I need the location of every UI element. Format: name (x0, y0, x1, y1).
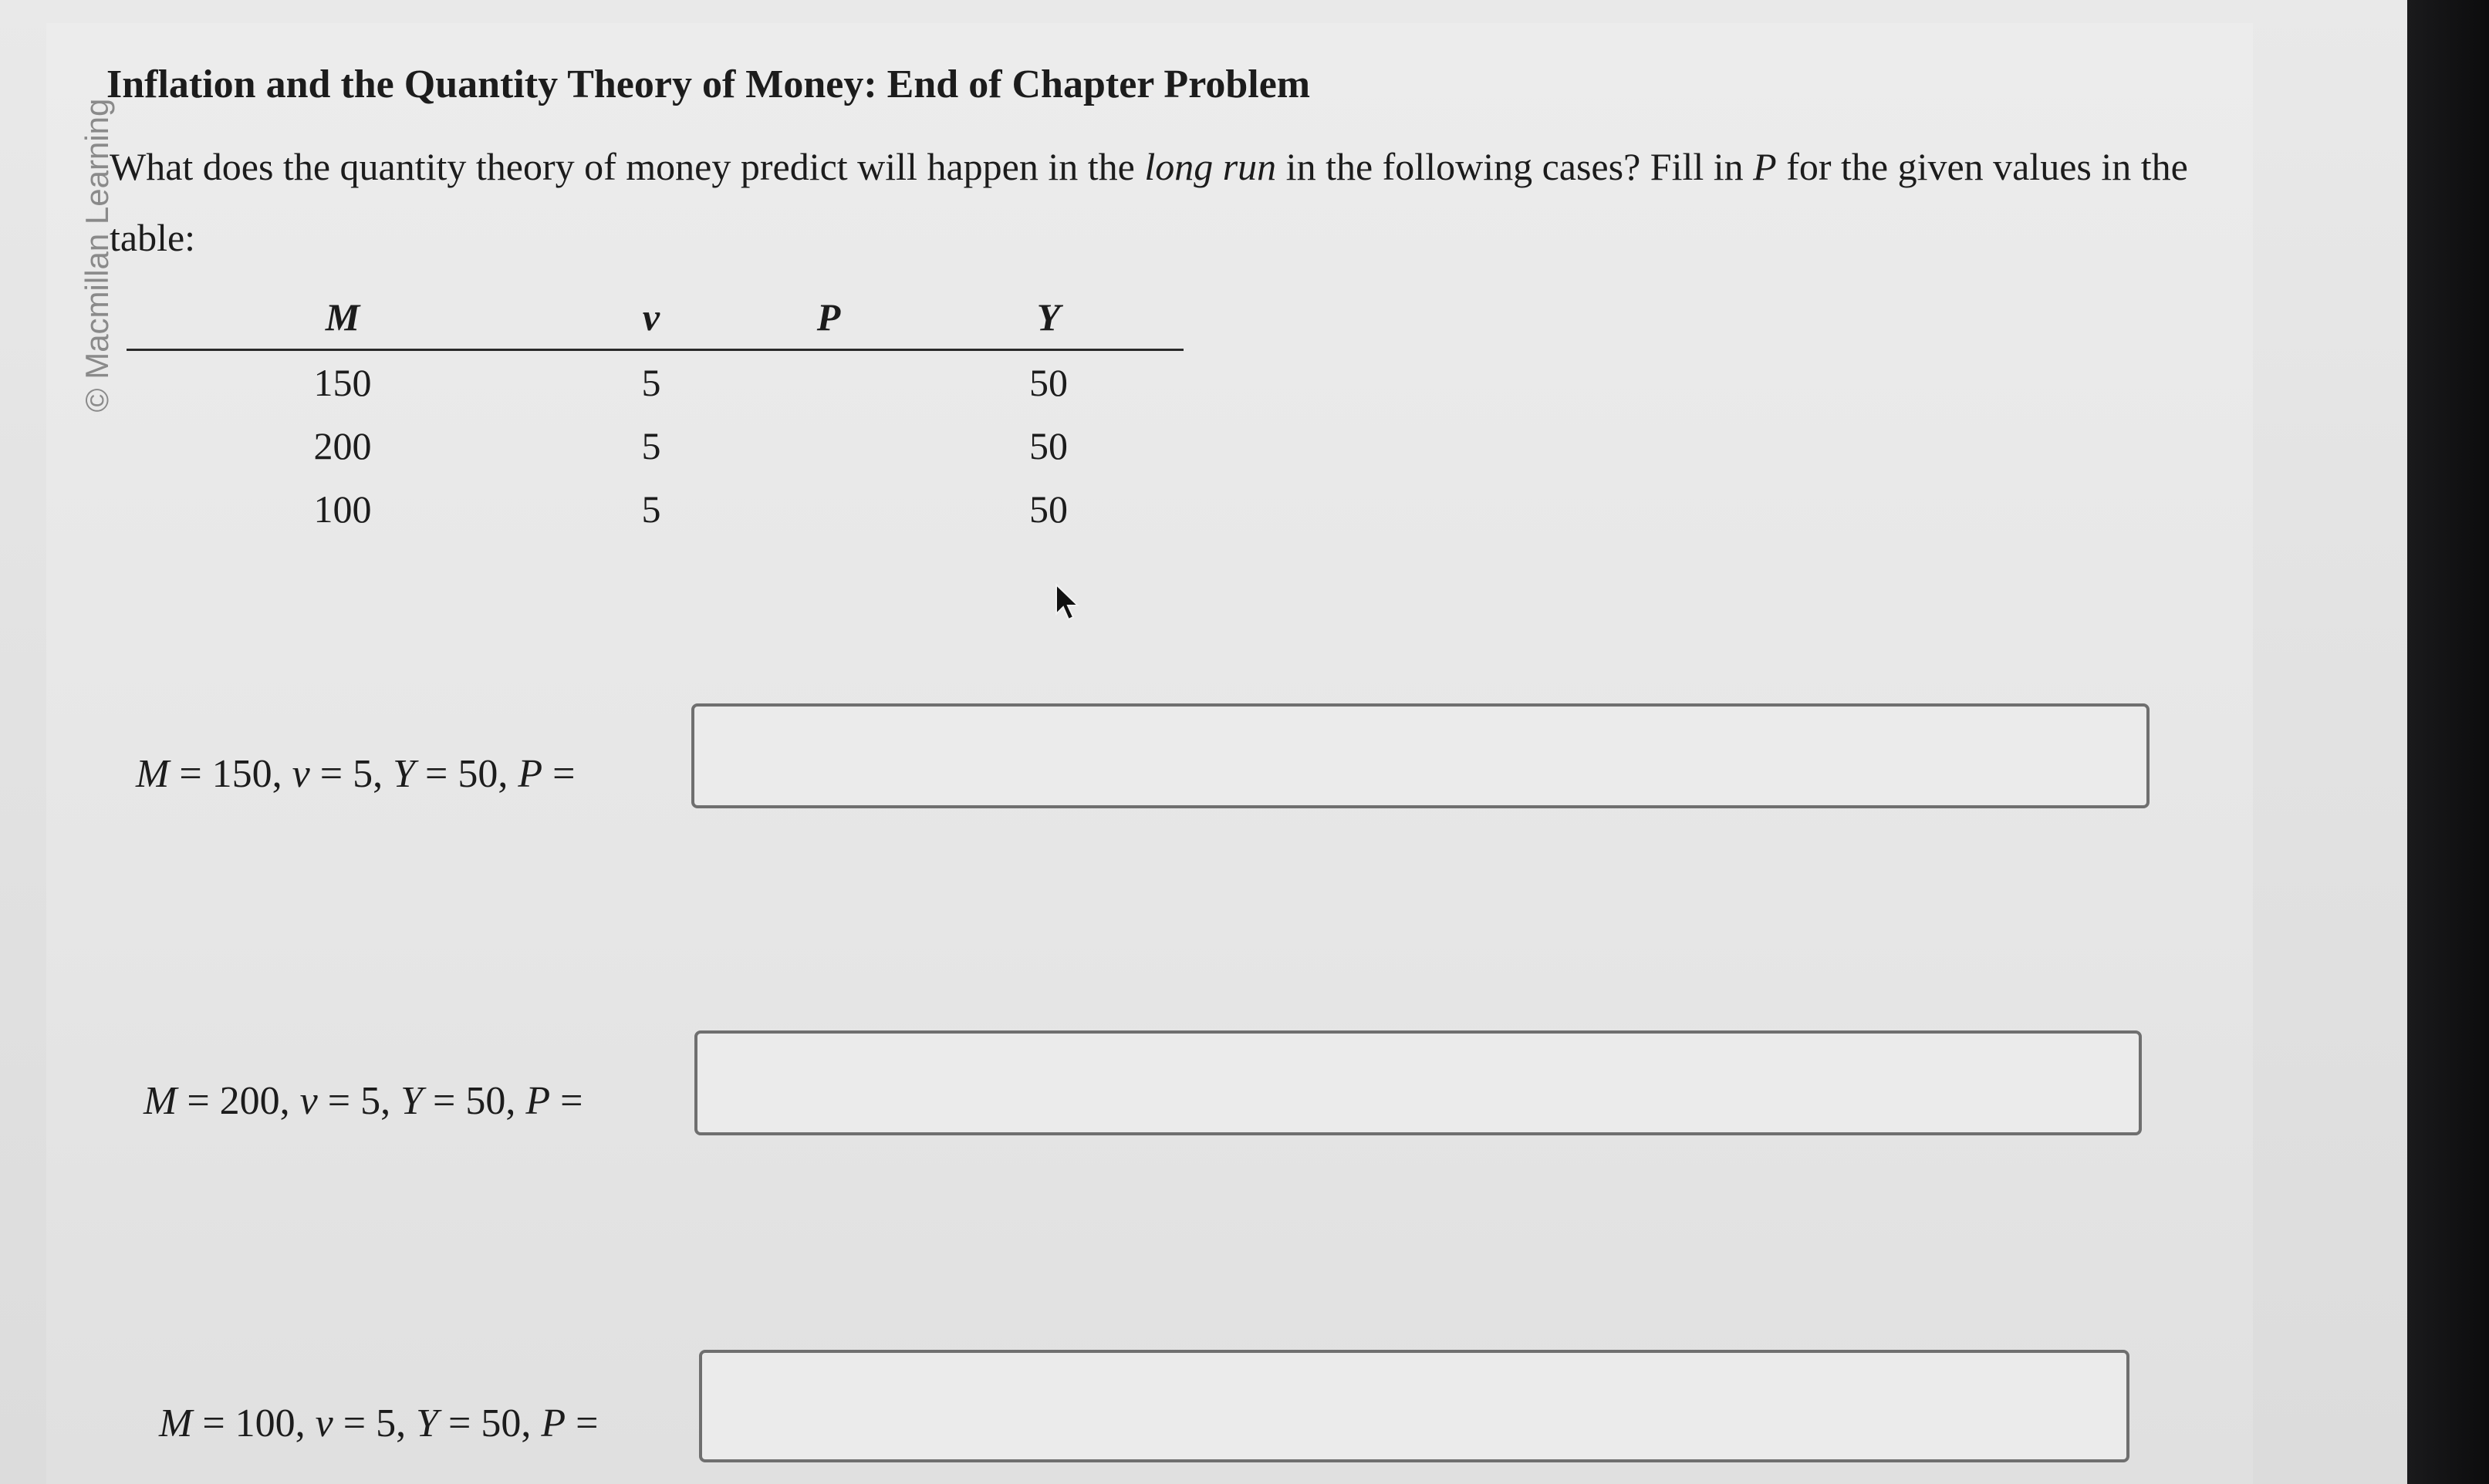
cell-p (744, 414, 914, 477)
cell-m: 200 (313, 424, 372, 467)
table-row (127, 350, 1184, 415)
equation-label-2: M = 200, v = 5, Y = 50, P = (144, 1079, 583, 1123)
table-row (127, 414, 1184, 477)
header-v: v (559, 285, 744, 350)
price-input-3[interactable] (699, 1350, 2129, 1462)
cell-m: 150 (313, 361, 372, 404)
header-y: Y (914, 285, 1184, 350)
values-table (127, 285, 1184, 541)
cell-v: 5 (641, 424, 661, 467)
price-input-2[interactable] (694, 1030, 2142, 1135)
problem-title: Inflation and the Quantity Theory of Money: End of Chapter Problem (106, 62, 1311, 106)
cell-y: 50 (1029, 487, 1068, 531)
cell-v: 5 (641, 361, 661, 404)
equation-label-1: M = 150, v = 5, Y = 50, P = (136, 752, 576, 796)
table-row (127, 477, 1184, 541)
header-p: P (744, 285, 914, 350)
copyright-watermark: © Macmillan Learning (79, 98, 115, 413)
cell-y: 50 (1029, 361, 1068, 404)
cell-p (744, 350, 914, 415)
question-text: What does the quantity theory of money predict will happen in the long run in the following cases? Fill in P for the given values in the table: (110, 145, 2188, 259)
monitor-bezel (2407, 0, 2489, 1484)
header-m: M (127, 285, 559, 350)
cell-m: 100 (313, 487, 372, 531)
mouse-cursor-icon (1054, 583, 1082, 622)
equation-label-3: M = 100, v = 5, Y = 50, P = (159, 1401, 599, 1445)
table-header-row (127, 285, 1184, 350)
cell-p (744, 477, 914, 541)
cell-v: 5 (641, 487, 661, 531)
cell-y: 50 (1029, 424, 1068, 467)
price-input-1[interactable] (691, 703, 2150, 808)
